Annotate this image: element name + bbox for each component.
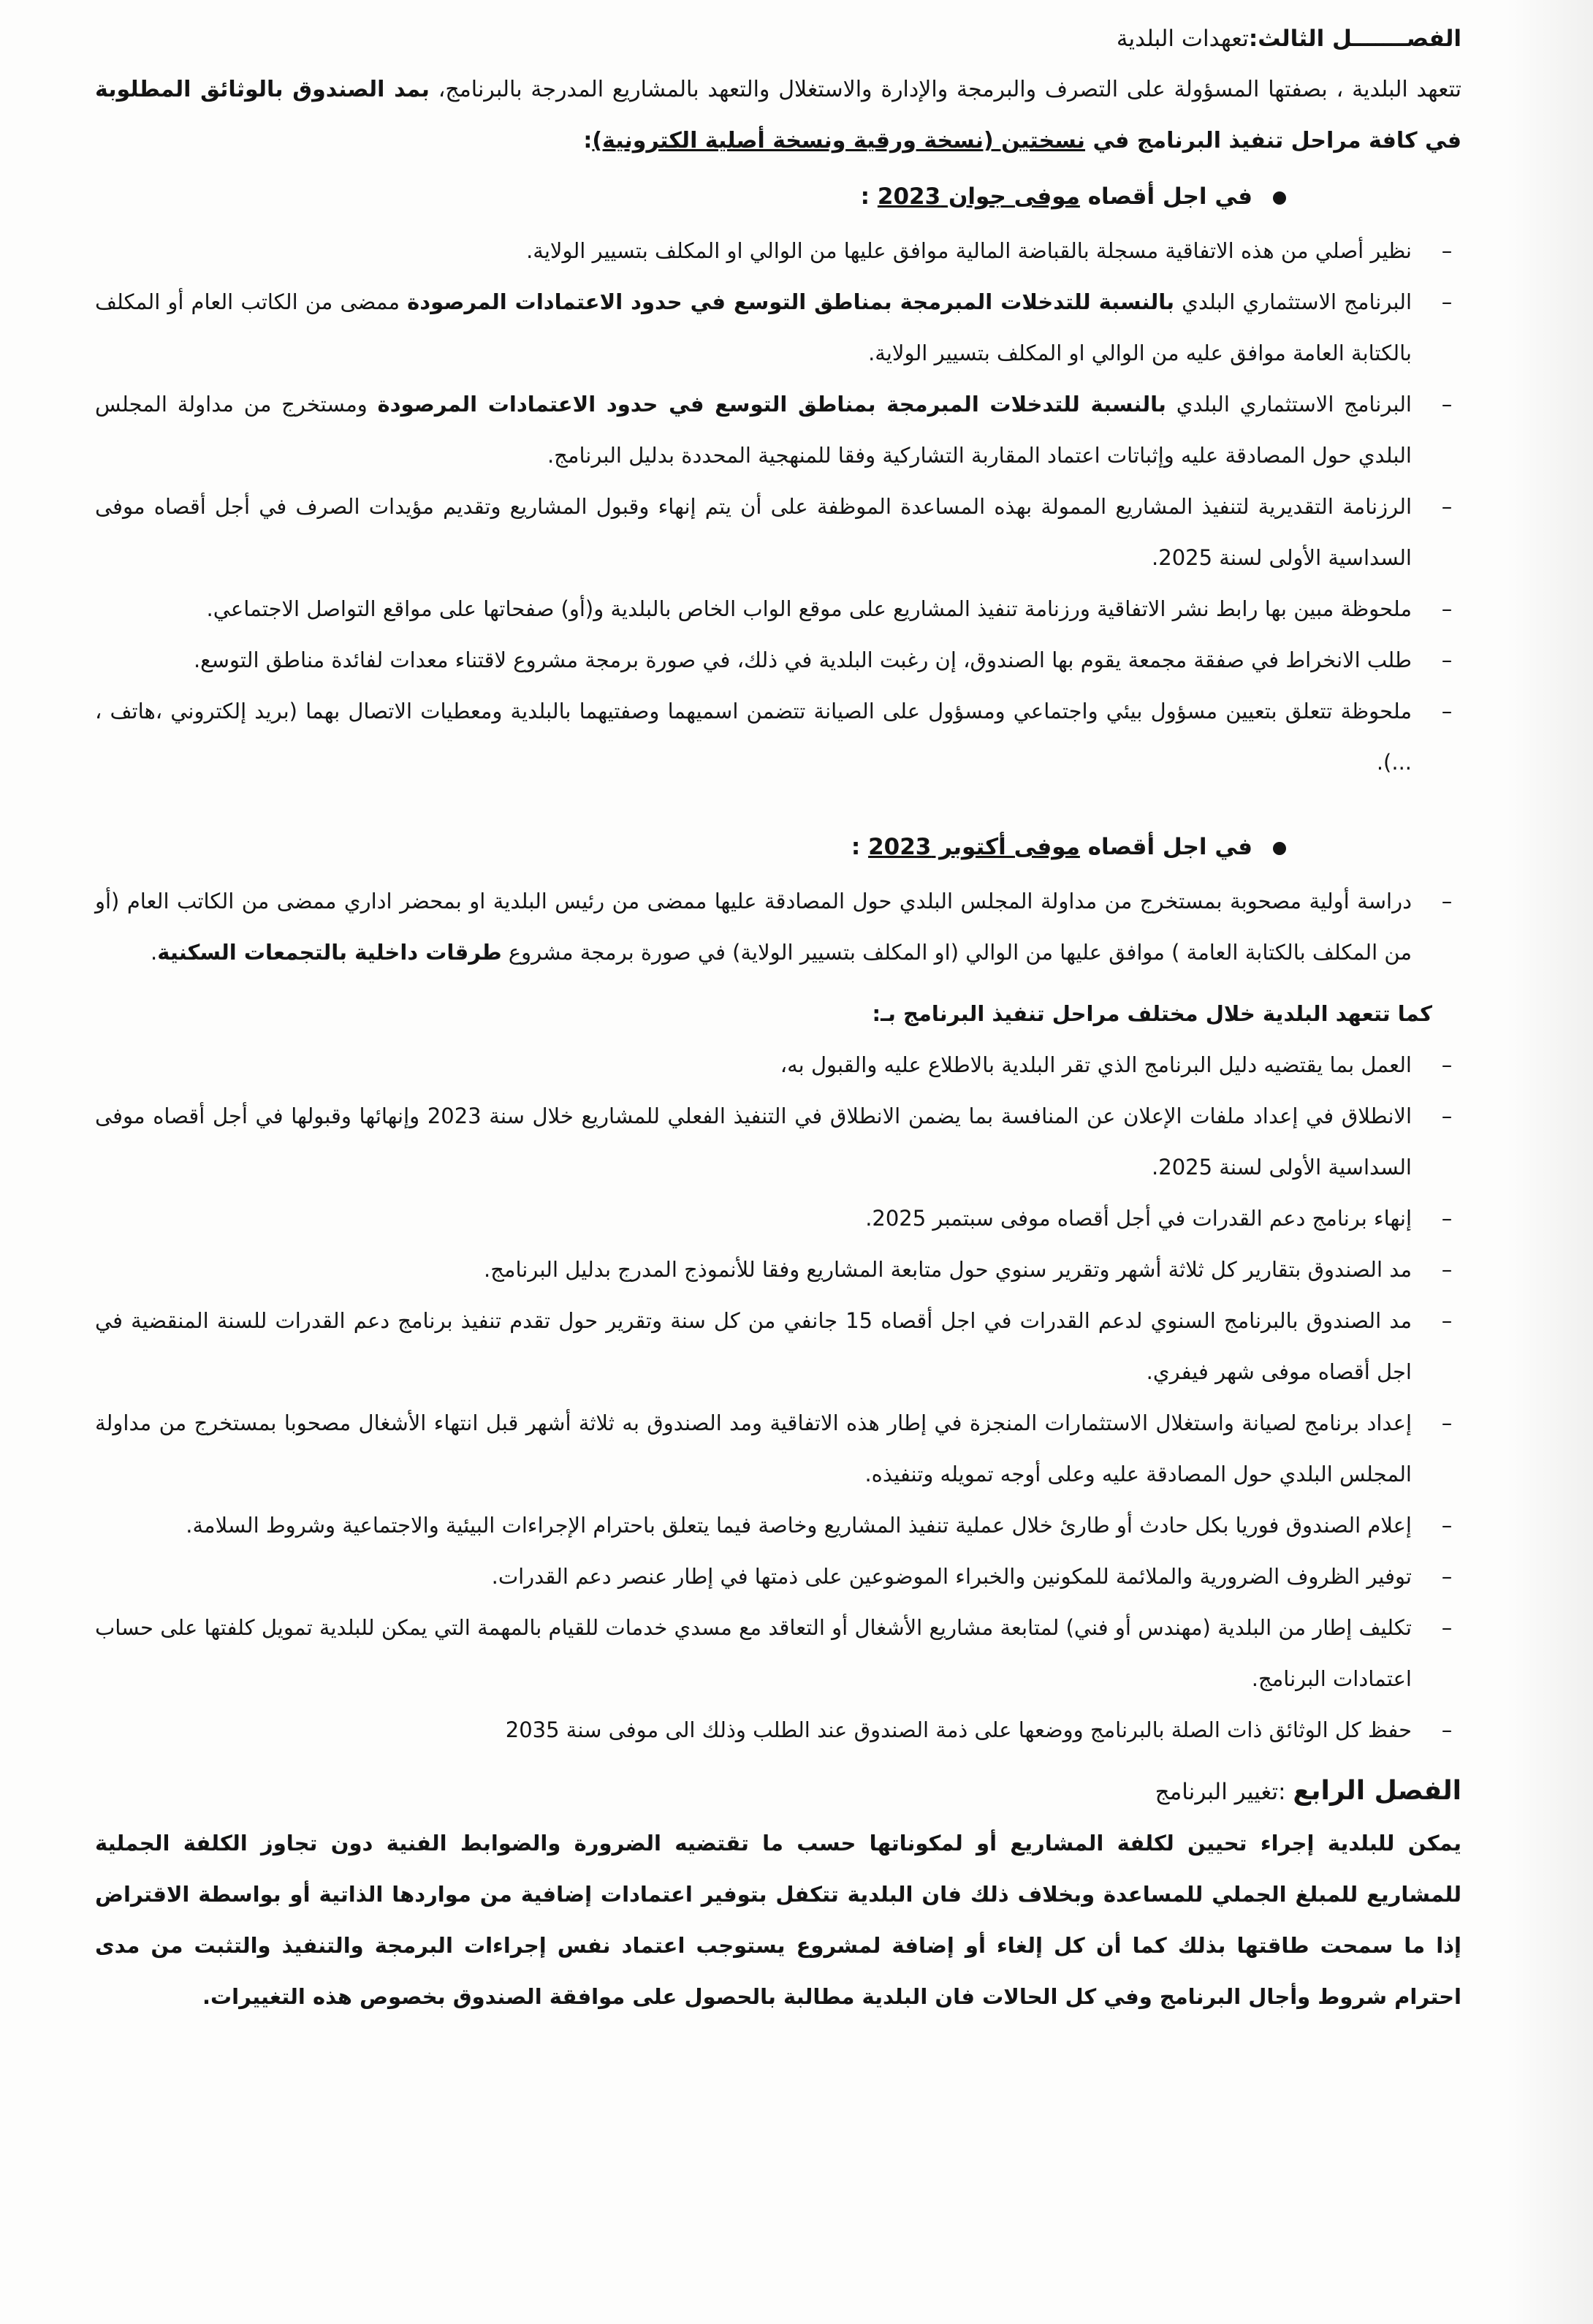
chapter-4-body: يمكن للبلدية إجراء تحيين لكلفة المشاريع أو لمكوناتها حسب ما تقتضيه الضرورة والضوابط الفنية دون تجاوز الكلفة الجملية للمشاريع للمبلغ الجملي للمساعدة وبخلاف ذلك فان البلدية تتكفل بتوفير اعتمادات إضافية من مواردها الذاتية أو بواسطة الاقتراض إذا ما سمحت طاقتها بذلك كما أن كل إلغاء أو إضافة لمشروع يستوجب اعتماد نفس إجراءات البرمجة والتنفيذ والتثبت من مدى احترام شروط وأجال البرنامج وفي كل الحالات فان البلدية مطالبة بالحصول على موافقة الصندوق بخصوص هذه التغييرات. [95, 1831, 1461, 2009]
list-item-text: ممضى من الكاتب العام أو المكلف بالكتابة العامة موافق عليه من الوالي او المكلف بتسيير الولاية. [95, 289, 1412, 365]
dash-icon: – [1441, 1410, 1453, 1435]
list-item-text: . [151, 940, 158, 965]
milestone-1-prefix: في اجل أقصاه [1079, 183, 1252, 210]
list-item-text: إعلام الصندوق فوريا بكل حادث أو طارئ خلال عملية تنفيذ المشاريع وخاصة فيما يتعلق باحترام الإجراءات البيئية والاجتماعية وشروط السلامة. [186, 1513, 1412, 1538]
milestone-1-date: جوان 2023 [877, 183, 1014, 210]
list-item-text: تكليف إطار من البلدية (مهندس أو فني) لمتابعة مشاريع الأشغال أو التعاقد مع مسدي خدمات للقيام بالمهمة التي يمكن للبلدية تمويل كلفتها على حساب اعتمادات البرنامج. [95, 1615, 1412, 1691]
list-item [95, 1193, 1461, 1244]
dash-icon: – [1441, 1104, 1453, 1128]
list-item [95, 583, 1461, 634]
chapter-4-subject: :تغيير البرنامج [1155, 1779, 1293, 1805]
chapter-3-intro [95, 64, 1461, 167]
list-item-text: نظير أصلي من هذه الاتفاقية مسجلة بالقباضة المالية موافق عليها من الوالي او المكلف بتسيير الولاية. [526, 238, 1412, 263]
intro-bold: بمد الصندوق بالوثائق المطلوبة في كافة مراحل تنفيذ البرنامج في [95, 77, 1461, 153]
chapter-3-heading [95, 13, 1461, 64]
milestone-october-2023 [95, 821, 1286, 873]
list-item-text: مد الصندوق بالبرنامج السنوي لدعم القدرات في اجل أقصاه 15 جانفي من كل سنة وتقرير حول تقدم تنفيذ برنامج دعم القدرات للسنة المنقضية في اجل أقصاه موفى شهر فيفري. [95, 1308, 1413, 1384]
dash-icon: – [1441, 889, 1453, 914]
list-item-text: ملحوظة مبين بها رابط نشر الاتفاقية ورزنامة تنفيذ المشاريع على موقع الواب الخاص بالبلدية و(أو) صفحاتها على مواقع التواصل الاجتماعي. [206, 596, 1412, 621]
list-item [95, 379, 1461, 481]
list-item-text: دراسة أولية مصحوبة بمستخرج من مداولة المجلس البلدي حول المصادقة عليها ممضى من رئيس البلدية او بمحضر اداري ممضى من الكاتب العام (أو من المكلف بالكتابة العامة ) موافق عليها من الوالي (او المكلف بتسيير الولاية) في صورة برمجة مشروع [95, 889, 1412, 965]
list-item [95, 1039, 1461, 1090]
list-item-text: طلب الانخراط في صفقة مجمعة يقوم بها الصندوق، إن رغبت البلدية في ذلك، في صورة برمجة مشروع لاقتناء معدات لفائدة مناطق التوسع. [193, 648, 1412, 672]
list-item-text: الانطلاق في إعداد ملفات الإعلان عن المنافسة بما يضمن الانطلاق في التنفيذ الفعلي للمشاريع خلال سنة 2023 وإنهائها وقبولها في أجل أقصاه موفى السداسية الأولى لسنة 2025. [95, 1104, 1413, 1180]
list-item-text: إعداد برنامج لصيانة واستغلال الاستثمارات المنجزة في إطار هذه الاتفاقية ومد الصندوق به ثلاثة أشهر قبل انتهاء الأشغال مصحوبا بمستخرج من مداولة المجلس البلدي حول المصادقة عليه وعلى أوجه تمويله وتنفيذه. [95, 1410, 1412, 1486]
milestone-june-2023 [95, 171, 1286, 222]
list-item [95, 876, 1461, 978]
list-item-text: البرنامج الاستثماري البلدي [1174, 289, 1412, 314]
dash-icon: – [1441, 699, 1453, 724]
milestone-2-prefix: في اجل أقصاه [1079, 834, 1252, 860]
list-item [95, 1244, 1461, 1295]
list-item [95, 634, 1461, 686]
milestone-1-list [95, 225, 1461, 788]
list-item-text: البرنامج الاستثماري البلدي [1166, 392, 1412, 417]
dash-icon: – [1441, 648, 1453, 672]
dash-icon: – [1441, 238, 1453, 263]
list-item-text: مد الصندوق بتقارير كل ثلاثة أشهر وتقرير سنوي حول متابعة المشاريع وفقا للأنموذج المدرج بدليل البرنامج. [483, 1257, 1412, 1282]
list-item-text: حفظ كل الوثائق ذات الصلة بالبرنامج ووضعها على ذمة الصندوق عند الطلب وذلك الى موفى سنة 2035 [505, 1717, 1412, 1742]
list-item-text: العمل بما يقتضيه دليل البرنامج الذي تقر البلدية بالاطلاع عليه والقبول به، [780, 1052, 1412, 1077]
intro-plain: تتعهد البلدية ، بصفتها المسؤولة على التصرف والبرمجة والإدارة والاستغلال والتعهد بالمشاريع المدرجة بالبرنامج، [429, 77, 1461, 102]
list-item [95, 1551, 1461, 1602]
dash-icon: – [1441, 596, 1453, 621]
commitments-list [95, 1039, 1461, 1755]
spacer [95, 788, 1461, 817]
dash-icon: – [1441, 1615, 1453, 1640]
chapter-3-title: الفصـــــــل الثالث: [1248, 26, 1461, 52]
list-item-text: ملحوظة تتعلق بتعيين مسؤول بيئي واجتماعي ومسؤول على الصيانة تتضمن اسميهما وصفتيهما بالبلدية ومعطيات الاتصال بهما (بريد إلكتروني ،هاتف ، ...). [95, 699, 1412, 775]
list-item [95, 1500, 1461, 1551]
intro-end: : [583, 128, 593, 153]
list-item [95, 1602, 1461, 1704]
dash-icon: – [1441, 1257, 1453, 1282]
dash-icon: – [1441, 1513, 1453, 1538]
list-item [95, 1397, 1461, 1500]
list-item-text: ومستخرج من مداولة المجلس البلدي حول المصادقة عليه وإثباتات اعتماد المقاربة التشاركية وفقا للمنهجية المحددة بدليل البرنامج. [95, 392, 1412, 468]
list-item [95, 1090, 1461, 1193]
dash-icon: – [1441, 1308, 1453, 1333]
dash-icon: – [1441, 392, 1453, 417]
bullet-icon [1273, 191, 1286, 205]
list-item [95, 686, 1461, 788]
intro-underlined: نسختين (نسخة ورقية ونسخة أصلية الكترونية) [592, 128, 1086, 153]
milestone-2-list [95, 876, 1461, 978]
dash-icon: – [1441, 1206, 1453, 1231]
list-item-text: إنهاء برنامج دعم القدرات في أجل أقصاه موفى سبتمبر 2025. [865, 1206, 1412, 1231]
dash-icon: – [1441, 289, 1453, 314]
list-item [95, 225, 1461, 276]
list-item-bold: طرقات داخلية بالتجمعات السكنية [157, 940, 502, 965]
list-item [95, 276, 1461, 379]
dash-icon: – [1441, 1052, 1453, 1077]
dash-icon: – [1441, 1564, 1453, 1589]
chapter-3-subject: تعهدات البلدية [1116, 26, 1249, 52]
document-body [95, 13, 1461, 2022]
list-item-text: الرزنامة التقديرية لتنفيذ المشاريع الممولة بهذه المساعدة الموظفة على أن يتم إنهاء وقبول المشاريع وتقديم مؤيدات الصرف في أجل أقصاه موفى السداسية الأولى لسنة 2025. [95, 494, 1412, 570]
list-item [95, 481, 1461, 583]
milestone-1-mid: موفى [1014, 183, 1080, 210]
list-item-text: توفير الظروف الضرورية والملائمة للمكونين والخبراء الموضوعين على ذمتها في إطار عنصر دعم القدرات. [491, 1564, 1412, 1589]
commitments-heading: كما تتعهد البلدية خلال مختلف مراحل تنفيذ البرنامج بـ: [872, 1001, 1432, 1026]
milestone-2-colon: : [851, 834, 869, 860]
dash-icon: – [1441, 494, 1453, 519]
dash-icon: – [1441, 1717, 1453, 1742]
chapter-4-title: الفصل الرابع [1293, 1776, 1461, 1806]
milestone-1-colon: : [860, 183, 878, 210]
list-item-bold: بالنسبة للتدخلات المبرمجة بمناطق التوسع في حدود الاعتمادات المرصودة [407, 289, 1175, 314]
list-item-bold: بالنسبة للتدخلات المبرمجة بمناطق التوسع في حدود الاعتمادات المرصودة [377, 392, 1166, 417]
milestone-2-mid: موفى [1014, 834, 1080, 860]
chapter-4-heading [95, 1766, 1461, 1818]
list-item [95, 1704, 1461, 1755]
milestone-2-date: أكتوبر 2023 [868, 834, 1014, 860]
bullet-icon [1273, 842, 1286, 855]
list-item [95, 1295, 1461, 1397]
